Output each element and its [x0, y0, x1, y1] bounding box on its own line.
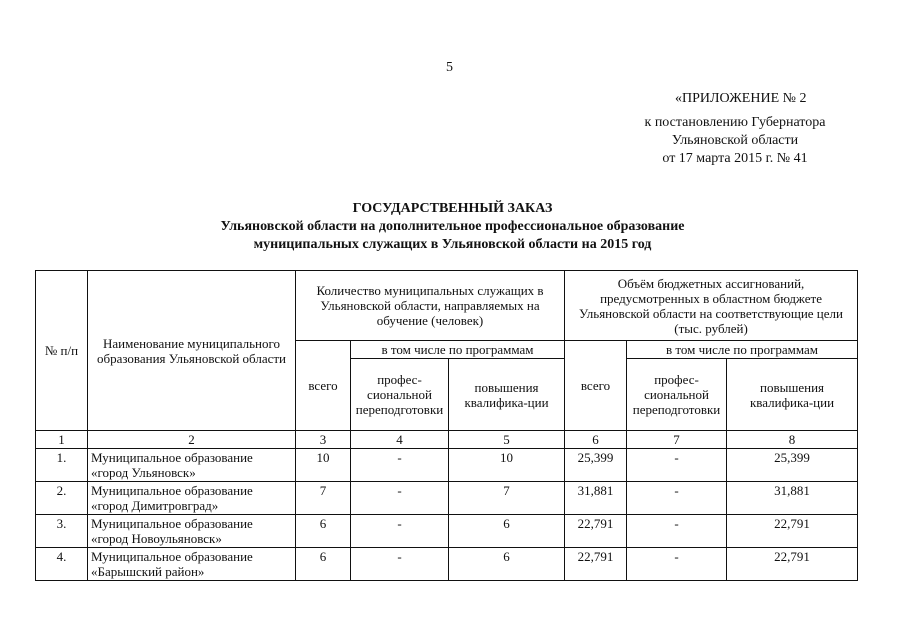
column-number: 1 [36, 431, 88, 449]
row-retraining: - [351, 515, 449, 548]
row-budget-qualification: 31,881 [727, 482, 858, 515]
header-count-retraining: профес-сиональной переподготовки [351, 359, 449, 431]
header-budget-group: Объём бюджетных ассигнований, предусмотренных в областном бюджете Ульяновской области на соответствующие цели (тыс. рублей) [565, 271, 858, 341]
column-number: 2 [88, 431, 296, 449]
header-budget-total: всего [565, 341, 627, 431]
row-num: 3. [36, 515, 88, 548]
row-name: Муниципальное образование «Барышский район» [88, 548, 296, 581]
row-qualification: 6 [449, 515, 565, 548]
header-count-incl-programs: в том числе по программам [351, 341, 565, 359]
row-name: Муниципальное образование «город Новоульяновск» [88, 515, 296, 548]
state-order-table [35, 270, 858, 581]
header-num: № п/п [36, 271, 88, 431]
row-name: Муниципальное образование «город Димитровград» [88, 482, 296, 515]
appendix-line-1: к постановлению Губернатора [644, 115, 826, 130]
row-budget-total: 25,399 [565, 449, 627, 482]
header-name: Наименование муниципального образования Ульяновской области [88, 271, 296, 431]
column-number: 6 [565, 431, 627, 449]
row-retraining: - [351, 449, 449, 482]
row-num: 2. [36, 482, 88, 515]
row-total: 10 [296, 449, 351, 482]
row-qualification: 7 [449, 482, 565, 515]
document-title [0, 200, 905, 254]
document-title-line-3: муниципальных служащих в Ульяновской области на 2015 год [253, 237, 652, 252]
appendix-line-2: Ульяновской области [671, 133, 799, 148]
column-number: 7 [627, 431, 727, 449]
row-budget-retraining: - [627, 515, 727, 548]
row-budget-retraining: - [627, 548, 727, 581]
header-count-group: Количество муниципальных служащих в Ульяновской области, направляемых на обучение (человек) [296, 271, 565, 341]
row-budget-qualification: 22,791 [727, 515, 858, 548]
table-row [36, 482, 858, 515]
row-name: Муниципальное образование «город Ульяновск» [88, 449, 296, 482]
row-budget-total: 31,881 [565, 482, 627, 515]
appendix-line-3: от 17 марта 2015 г. № 41 [662, 151, 808, 166]
column-numbers-row [36, 431, 858, 449]
row-retraining: - [351, 482, 449, 515]
row-budget-retraining: - [627, 482, 727, 515]
header-count-total: всего [296, 341, 351, 431]
row-budget-total: 22,791 [565, 548, 627, 581]
table-row [36, 515, 858, 548]
row-budget-total: 22,791 [565, 515, 627, 548]
row-qualification: 10 [449, 449, 565, 482]
row-total: 6 [296, 515, 351, 548]
header-budget-incl-programs: в том числе по программам [627, 341, 858, 359]
row-num: 4. [36, 548, 88, 581]
row-total: 7 [296, 482, 351, 515]
page-number: 5 [446, 60, 453, 75]
header-count-qualification: повышения квалифика-ции [449, 359, 565, 431]
column-number: 3 [296, 431, 351, 449]
row-budget-qualification: 25,399 [727, 449, 858, 482]
row-retraining: - [351, 548, 449, 581]
table-row [36, 449, 858, 482]
row-qualification: 6 [449, 548, 565, 581]
header-budget-retraining: профес-сиональной переподготовки [627, 359, 727, 431]
document-title-line-2: Ульяновской области на дополнительное профессиональное образование [220, 219, 685, 234]
row-budget-qualification: 22,791 [727, 548, 858, 581]
header-budget-qualification: повышения квалифика-ции [727, 359, 858, 431]
table-row [36, 548, 858, 581]
column-number: 8 [727, 431, 858, 449]
row-num: 1. [36, 449, 88, 482]
row-total: 6 [296, 548, 351, 581]
row-budget-retraining: - [627, 449, 727, 482]
appendix-title: «ПРИЛОЖЕНИЕ № 2 [675, 91, 807, 106]
column-number: 5 [449, 431, 565, 449]
column-number: 4 [351, 431, 449, 449]
document-title-line-1: ГОСУДАРСТВЕННЫЙ ЗАКАЗ [352, 201, 553, 216]
